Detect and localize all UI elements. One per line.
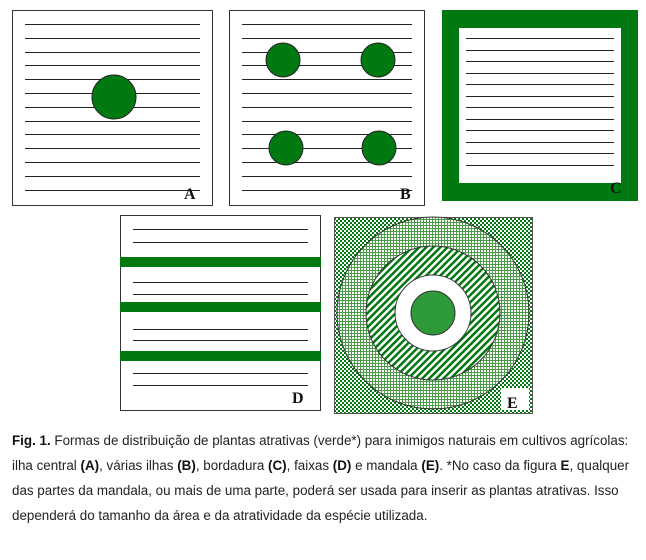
caption-text: Formas de distribuição de plantas atrativas (verde*) para inimigos naturais em cultivos agrícolas: ilha central <box>12 433 629 473</box>
caption-ref-d: (D) <box>332 458 352 473</box>
plant-island <box>362 131 396 165</box>
caption-text: , qualquer das partes da mandala, ou mais de uma parte, poderá ser usada para inserir as plantas atrativas. Isso dependerá do tamanho da área e da atratividade da espécie utilizada. <box>12 458 630 523</box>
caption-ref-c: (C) <box>268 458 287 473</box>
plant-strip <box>120 257 321 267</box>
mandala-center <box>411 291 455 335</box>
label-b: B <box>400 186 411 203</box>
caption-ref-e: (E) <box>421 458 440 473</box>
caption-text: , faixas <box>286 458 333 473</box>
panel-b <box>230 11 425 206</box>
caption-text: . *No caso da figura <box>439 458 561 473</box>
panel-a <box>13 11 213 206</box>
label-c: C <box>610 180 622 197</box>
label-d: D <box>292 390 304 407</box>
caption-text: e mandala <box>351 458 422 473</box>
plant-island <box>361 43 395 77</box>
plant-island <box>266 43 300 77</box>
caption-ref-b: (B) <box>177 458 196 473</box>
panel-c <box>442 10 638 201</box>
caption-ref-a: (A) <box>80 458 100 473</box>
figure-caption <box>12 428 642 528</box>
caption-fig: Fig. 1. <box>12 433 51 448</box>
plant-strip <box>120 302 321 312</box>
label-a: A <box>184 186 196 203</box>
label-e: E <box>507 395 518 412</box>
caption-text: , várias ilhas <box>99 458 178 473</box>
caption-ref-e2: E <box>560 458 570 473</box>
panel-e <box>335 217 533 414</box>
plant-island <box>269 131 303 165</box>
caption-text: , bordadura <box>195 458 269 473</box>
plant-strip <box>120 351 321 361</box>
panel-d <box>120 216 321 411</box>
plant-island <box>92 75 136 119</box>
